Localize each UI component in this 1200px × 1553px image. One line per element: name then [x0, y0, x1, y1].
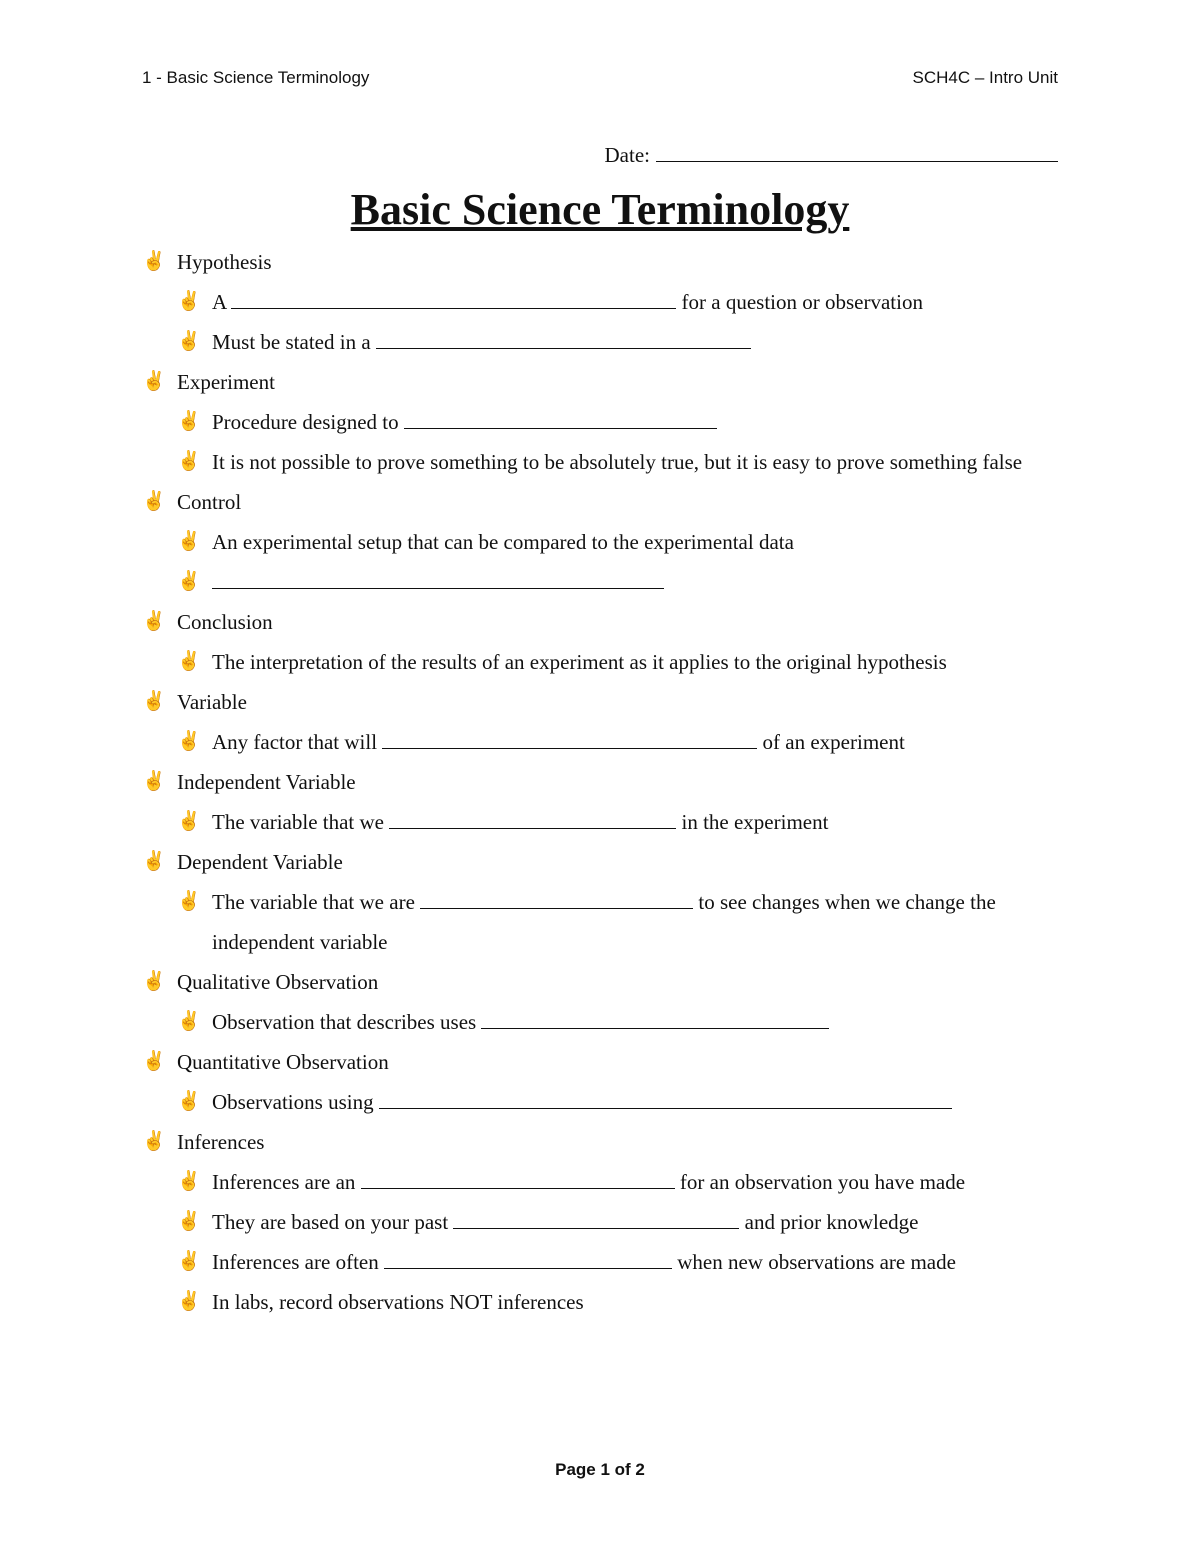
- term-label: Experiment: [177, 370, 275, 394]
- term-heading: [142, 1042, 1062, 1082]
- hand-bullet-icon: ✌: [142, 251, 166, 272]
- hand-bullet-icon: ✌: [177, 731, 201, 752]
- term-label: Variable: [177, 690, 247, 714]
- term-heading: [142, 842, 1062, 882]
- fill-in-blank[interactable]: [389, 814, 676, 829]
- document-title: Basic Science Terminology: [350, 185, 850, 234]
- term-label: Inferences: [177, 1130, 265, 1154]
- term-detail: [142, 522, 1062, 562]
- detail-text: In labs, record observations NOT inferences: [212, 1290, 584, 1314]
- header-right-text: SCH4C – Intro Unit: [912, 68, 1058, 87]
- term-detail: [142, 282, 1062, 322]
- term-label: Conclusion: [177, 610, 273, 634]
- detail-text: The interpretation of the results of an experiment as it applies to the original hypothesis: [212, 650, 947, 674]
- hand-bullet-icon: ✌: [177, 1011, 201, 1032]
- hand-bullet-icon: ✌: [177, 1251, 201, 1272]
- term-detail: [142, 1082, 1062, 1122]
- header-left-text: 1 - Basic Science Terminology: [142, 68, 370, 87]
- term-detail: [142, 722, 1062, 762]
- hand-bullet-icon: ✌: [177, 291, 201, 312]
- detail-text-before: Any factor that will: [212, 730, 378, 754]
- fill-in-blank[interactable]: [420, 894, 693, 909]
- fill-in-blank[interactable]: [453, 1214, 739, 1229]
- term-detail: [142, 1162, 1062, 1202]
- detail-text-before: Procedure designed to: [212, 410, 399, 434]
- hand-bullet-icon: ✌: [142, 1051, 166, 1072]
- hand-bullet-icon: ✌: [177, 811, 201, 832]
- detail-text-before: The variable that we: [212, 810, 384, 834]
- hand-bullet-icon: ✌: [142, 1131, 166, 1152]
- hand-bullet-icon: ✌: [177, 451, 201, 472]
- hand-bullet-icon: ✌: [177, 1171, 201, 1192]
- terms-list: [142, 242, 1062, 1322]
- detail-text-before: Observations using: [212, 1090, 374, 1114]
- term-label: Independent Variable: [177, 770, 356, 794]
- hand-bullet-icon: ✌: [177, 571, 201, 592]
- hand-bullet-icon: ✌: [177, 531, 201, 552]
- detail-text-after: for an observation you have made: [679, 1170, 966, 1194]
- detail-text-after: and prior knowledge: [744, 1210, 919, 1234]
- detail-text-after: when new observations are made: [677, 1250, 956, 1274]
- hand-bullet-icon: ✌: [177, 891, 201, 912]
- hand-bullet-icon: ✌: [177, 411, 201, 432]
- fill-in-blank[interactable]: [404, 414, 717, 429]
- term-detail: [142, 1282, 1062, 1322]
- term-detail: [142, 802, 1062, 842]
- hand-bullet-icon: ✌: [142, 771, 166, 792]
- date-field: [605, 143, 1058, 168]
- term-detail: [142, 882, 1062, 962]
- detail-text: It is not possible to prove something to be absolutely true, but it is easy to prove something false: [212, 450, 1023, 474]
- hand-bullet-icon: ✌: [142, 851, 166, 872]
- term-heading: [142, 362, 1062, 402]
- fill-in-blank[interactable]: [376, 334, 751, 349]
- fill-in-blank[interactable]: [361, 1174, 675, 1189]
- term-heading: [142, 762, 1062, 802]
- hand-bullet-icon: ✌: [142, 491, 166, 512]
- term-label: Quantitative Observation: [177, 1050, 389, 1074]
- detail-text-before: They are based on your past: [212, 1210, 449, 1234]
- hand-bullet-icon: ✌: [177, 331, 201, 352]
- term-heading: [142, 962, 1062, 1002]
- detail-text-before: Inferences are often: [212, 1250, 379, 1274]
- detail-text-before: Observation that describes uses: [212, 1010, 477, 1034]
- hand-bullet-icon: ✌: [142, 611, 166, 632]
- date-blank: [656, 147, 1058, 162]
- hand-bullet-icon: ✌: [177, 1211, 201, 1232]
- detail-text-after: of an experiment: [762, 730, 905, 754]
- fill-in-blank[interactable]: [379, 1094, 952, 1109]
- page-number: Page 1 of 2: [555, 1460, 645, 1479]
- page-header: [142, 68, 1058, 96]
- term-detail: [142, 562, 1062, 602]
- term-detail: [142, 322, 1062, 362]
- hand-bullet-icon: ✌: [177, 651, 201, 672]
- term-label: Dependent Variable: [177, 850, 343, 874]
- hand-bullet-icon: ✌: [177, 1291, 201, 1312]
- hand-bullet-icon: ✌: [142, 371, 166, 392]
- fill-in-blank[interactable]: [481, 1014, 829, 1029]
- fill-in-blank[interactable]: [212, 574, 664, 589]
- hand-bullet-icon: ✌: [177, 1091, 201, 1112]
- term-heading: [142, 682, 1062, 722]
- detail-text: An experimental setup that can be compared to the experimental data: [212, 530, 794, 554]
- detail-text-before: A: [212, 290, 227, 314]
- fill-in-blank[interactable]: [384, 1254, 672, 1269]
- fill-in-blank[interactable]: [382, 734, 757, 749]
- term-detail: [142, 1202, 1062, 1242]
- term-detail: [142, 642, 1062, 682]
- detail-text-after: in the experiment: [681, 810, 829, 834]
- hand-bullet-icon: ✌: [142, 971, 166, 992]
- term-heading: [142, 242, 1062, 282]
- hand-bullet-icon: ✌: [142, 691, 166, 712]
- date-label: Date:: [604, 143, 650, 167]
- term-label: Control: [177, 490, 242, 514]
- term-heading: [142, 482, 1062, 522]
- fill-in-blank[interactable]: [231, 294, 676, 309]
- term-detail: [142, 402, 1062, 442]
- term-label: Hypothesis: [177, 250, 272, 274]
- term-detail: [142, 442, 1062, 482]
- detail-text-before: Must be stated in a: [212, 330, 371, 354]
- term-detail: [142, 1242, 1062, 1282]
- term-label: Qualitative Observation: [177, 970, 379, 994]
- detail-text-before: Inferences are an: [212, 1170, 356, 1194]
- detail-text-after: to see changes when we change the independent variable: [212, 890, 996, 954]
- detail-text-before: The variable that we are: [212, 890, 415, 914]
- detail-text-after: for a question or observation: [681, 290, 923, 314]
- term-detail: [142, 1002, 1062, 1042]
- term-heading: [142, 602, 1062, 642]
- term-heading: [142, 1122, 1062, 1162]
